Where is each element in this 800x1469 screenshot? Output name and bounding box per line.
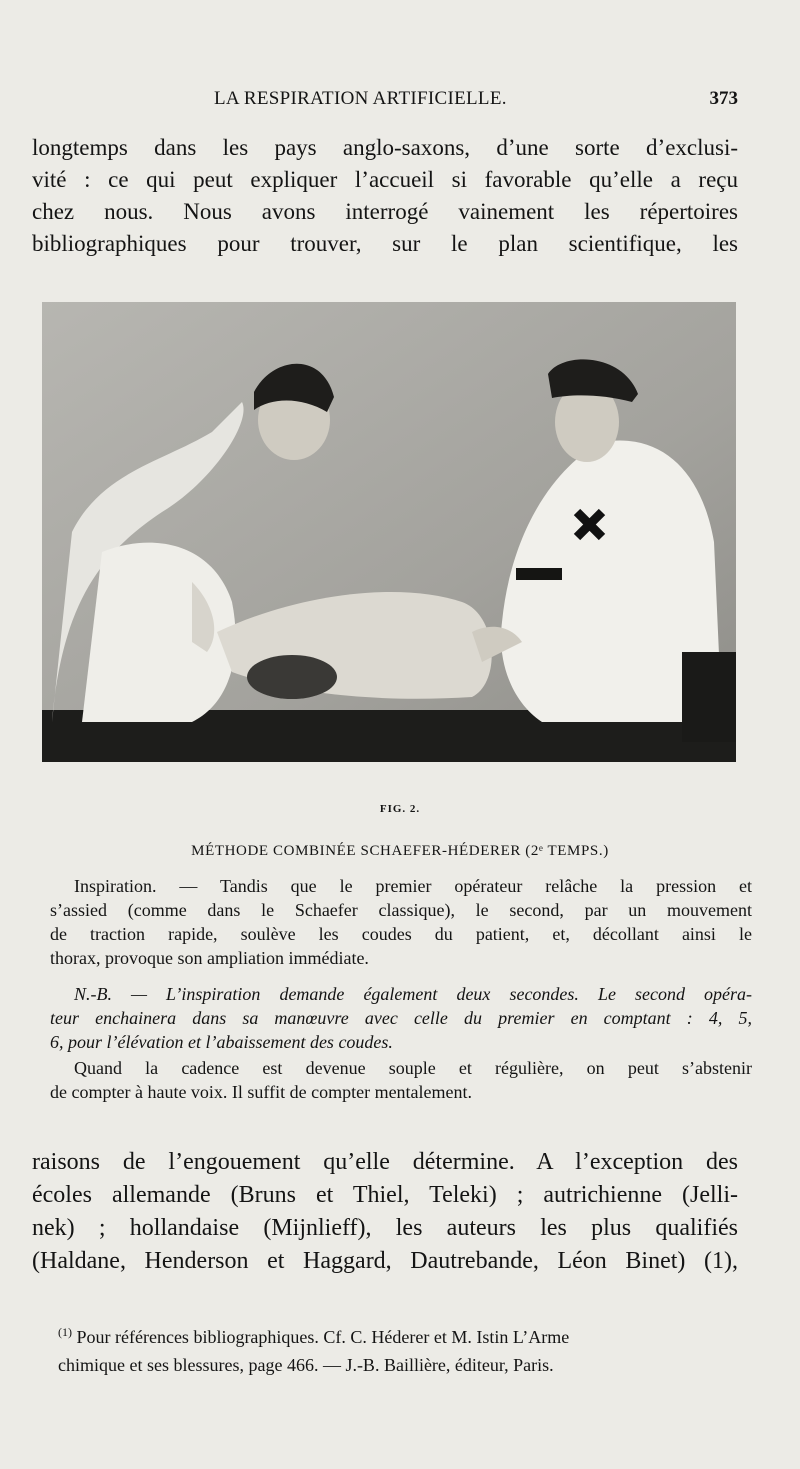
caption-note — [50, 982, 752, 1054]
caption-inspiration — [50, 874, 752, 970]
caption-line: thorax, provoque son ampliation immédiate. — [50, 948, 369, 968]
caption-line: N.-B. — L’inspiration demande également deux secondes. Le second opéra- — [74, 984, 752, 1004]
caption-line: de compter à haute voix. Il suffit de compter mentalement. — [50, 1082, 473, 1102]
text-line: longtemps dans les pays anglo-saxons, d’une sorte d’exclusi- — [32, 135, 738, 160]
top-paragraph — [32, 132, 738, 260]
caption-line: Quand la cadence est devenue souple et régulière, on peut s’abstenir — [74, 1058, 752, 1078]
footnote — [58, 1318, 748, 1379]
caption-cadence — [50, 1056, 752, 1104]
bottom-paragraph — [32, 1146, 738, 1278]
text-line: vité : ce qui peut expliquer l’accueil si favorable qu’elle a reçu — [32, 167, 738, 192]
footnote-line: Pour références bibliographiques. Cf. C. Héderer et M. Istin L’Arme — [76, 1327, 570, 1347]
text-line: chez nous. Nous avons interrogé vainement les répertoires — [32, 199, 738, 224]
caption-line: 6, pour l’élévation et l’abaissement des coudes. — [50, 1032, 393, 1052]
figure-label: FIG. 2. — [379, 803, 421, 815]
text-line: nek) ; hollandaise (Mijnlieff), les auteurs les plus qualifiés — [32, 1215, 738, 1241]
caption-line: s’assied (comme dans le Schaefer classique), le second, par un mouvement — [50, 900, 752, 920]
page-number: 373 — [709, 88, 738, 109]
figure-photograph — [42, 302, 736, 762]
running-title: LA RESPIRATION ARTIFICIELLE. — [214, 88, 507, 109]
caption-line: de traction rapide, soulève les coudes du patient, et, décollant ainsi le — [50, 924, 752, 944]
text-line: écoles allemande (Bruns et Thiel, Teleki) ; autrichienne (Jelli- — [32, 1182, 738, 1208]
footnote-marker: (1) — [58, 1325, 72, 1339]
footnote-line: chimique et ses blessures, page 466. — J.-B. Baillière, éditeur, Paris. — [58, 1355, 554, 1375]
text-line: raisons de l’engouement qu’elle détermine. A l’exception des — [32, 1149, 738, 1175]
photo-illustration — [42, 302, 736, 762]
caption-line: teur enchainera dans sa manœuvre avec celle du premier en comptant : 4, 5, — [50, 1008, 752, 1028]
caption-line: Inspiration. — Tandis que le premier opérateur relâche la pression et — [74, 876, 752, 896]
figure-title: MÉTHODE COMBINÉE SCHAEFER-HÉDERER (2ᵉ TEMPS.) — [191, 843, 609, 859]
text-line: (Haldane, Henderson et Haggard, Dautrebande, Léon Binet) (1), — [32, 1248, 738, 1274]
page-header — [32, 88, 738, 118]
text-line: bibliographiques pour trouver, sur le plan scientifique, les — [32, 231, 738, 256]
